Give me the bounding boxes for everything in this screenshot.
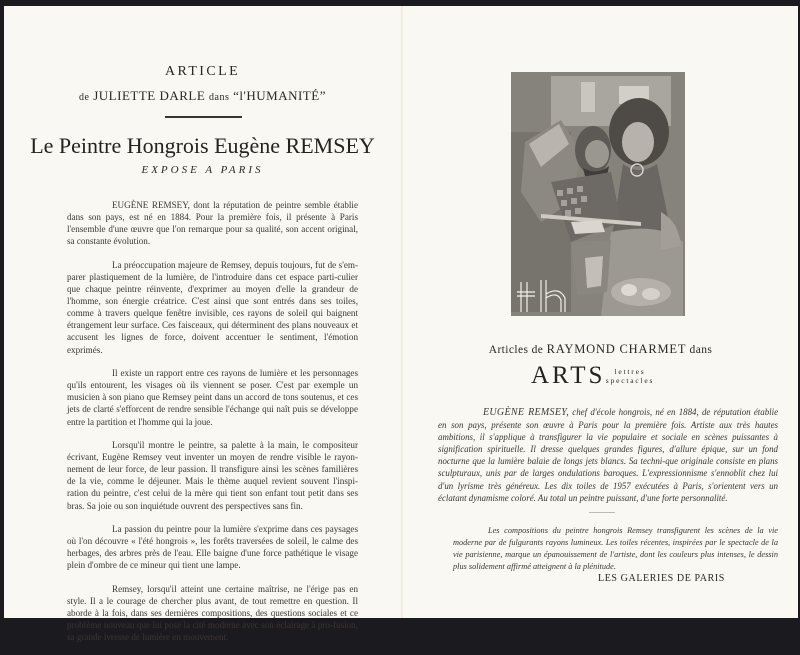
- review-name: EUGÈNE REMSEY,: [483, 407, 569, 418]
- paragraph: La passion du peintre pour la lumière s'exprime dans ces paysages où l'on découvre « l'été hongrois », les forêts traversées de soleil, le calme des herbages, des arbres près de l'eau. Elle baigne d'une force pathétique le visage plein d'ombre de ce mineur qui tient une lampe.: [67, 524, 358, 571]
- paragraph: EUGÈNE REMSEY, dont la réputation de peintre semble établie dans son pays, est né en 1884. Pour la première fois, il présente à Paris l'ensemble d'une œuvre que l'on remarque pour sa qualité, son accent original, sa constante évolution.: [67, 200, 358, 247]
- quote-text: Les compositions du peintre hongrois Remsey transfigurent les scènes de la vie moderne par de fulgurants rayons lumineux. Les toiles récentes, inspirées par le spectacle de la vie parisienne, marque un épanouissement de l'artiste, dont les couleurs plus intenses, le dessin plus solidement affirmé atteignent à la plénitude.: [453, 526, 778, 572]
- publication-subtitle-line1: lettres: [614, 367, 646, 376]
- byline-middle: dans: [209, 92, 230, 103]
- articles-prefix: Articles de: [488, 344, 544, 356]
- byline-prefix: de: [79, 92, 90, 103]
- paragraph: Il existe un rapport entre ces rayons de lumière et les personnages qu'ils entourent, les visages où ils viennent se poser. C'est par exemple un musicien à son piano que Remsey peint dans un accord de tons soutenus, et ces jets de clarté s'efforcent de rendre sensible l'échange qui naît puis se développe entre la partition et l'homme qui la joue.: [67, 368, 358, 427]
- articles-author: RAYMOND CHARMET: [546, 342, 687, 356]
- right-page: [403, 6, 798, 618]
- article-byline: [4, 88, 401, 104]
- articles-byline: [403, 342, 798, 357]
- articles-suffix: dans: [689, 344, 713, 356]
- byline-author: JULIETTE DARLE: [93, 88, 206, 103]
- publication-subtitle: [600, 367, 660, 385]
- review-text: chef d'école hongrois, né en 1884, de réputation établie en son pays, présente son œuvre à Paris pour la première fois. Artiste aux très hautes ambitions, il s'applique à transfigurer la vie populaire et sociale en scènes puissantes à signification spirituelle. Il dresse quelques grandes figures, d'allure épique, sur un fond nocturne que la lumière balaie de longs jets blancs. Sa techni-que originale consiste en plans sculpturaux, unis par de larges ondulations baroques. L'expressionnisme s'ennoblit chez lui d'un lyrisme très généreux. Les dix toiles de 1957 exécutées à Paris, s'orientent vers un éclatant dynamisme coloré. Au total un peintre puissant, d'une forte personnalité.: [438, 407, 779, 503]
- publication-subtitle-line2: spectacles: [605, 376, 655, 385]
- watermark-logo: [515, 278, 575, 314]
- subheadline: EXPOSE A PARIS: [141, 164, 264, 176]
- review-paragraph: [438, 406, 778, 504]
- article-body: [67, 199, 358, 655]
- paragraph: Lorsqu'il montre le peintre, sa palette à la main, le compositeur écrivant, Eugène Remsey veut inventer un moyen de rendre visible le rayon-nement de leur force, de leur passion. Il transfigure ainsi les scènes familières de la vie, comme le déjeuner. Mais le thème auquel revient souvent l'inspi-ration du peintre, c'est celui de la mère qui tient son enfant tout petit dans ses bras. Sa joie ou son inquiétude ouvrent des perspectives sans fin.: [67, 440, 358, 511]
- press-quote: [453, 525, 778, 573]
- paragraph: Remsey, lorsqu'il atteint une certaine maîtrise, ne l'érige pas en style. Il a le courage de chercher plus avant, de tout remettre en question. Il aborde à la fois, dans ses dernières compositions, des questions sociales et ce problème nouveau que lui pose la cité moderne avec son éclairage à pro-fusion, sa grande ivresse de lumière en mouvement.: [67, 584, 358, 643]
- byline-publication: “l'HUMANITÉ”: [233, 88, 326, 103]
- publication-name: ARTS: [531, 362, 606, 389]
- painting-reproduction: [511, 72, 685, 316]
- quote-source: LES GALERIES DE PARIS: [598, 573, 725, 584]
- left-page: [4, 6, 401, 643]
- small-divider: [589, 512, 615, 513]
- divider-rule: [165, 116, 242, 118]
- review-body: [438, 406, 778, 504]
- paragraph: La préoccupation majeure de Remsey, depuis toujours, fut de s'em-parer plastiquement de la lumière, de l'introduire dans cet espace parti-culier que chaque peintre réinvente, d'exprimer au moyen d'elle la grandeur de l'homme, son énergie créatrice. C'est ainsi que sont entrés dans ses toiles, comme à travers quelque fenêtre invisible, ces rayons de soleil qui baignent étrangement leur surface. Ces faisceaux, qui déterminent des plans nouveaux et accusent les lignes de force, doivent accentuer le sentiment, l'émotion exprimés.: [67, 259, 358, 355]
- headline: Le Peintre Hongrois Eugène REMSEY: [30, 133, 375, 158]
- article-kicker: ARTICLE: [164, 64, 241, 79]
